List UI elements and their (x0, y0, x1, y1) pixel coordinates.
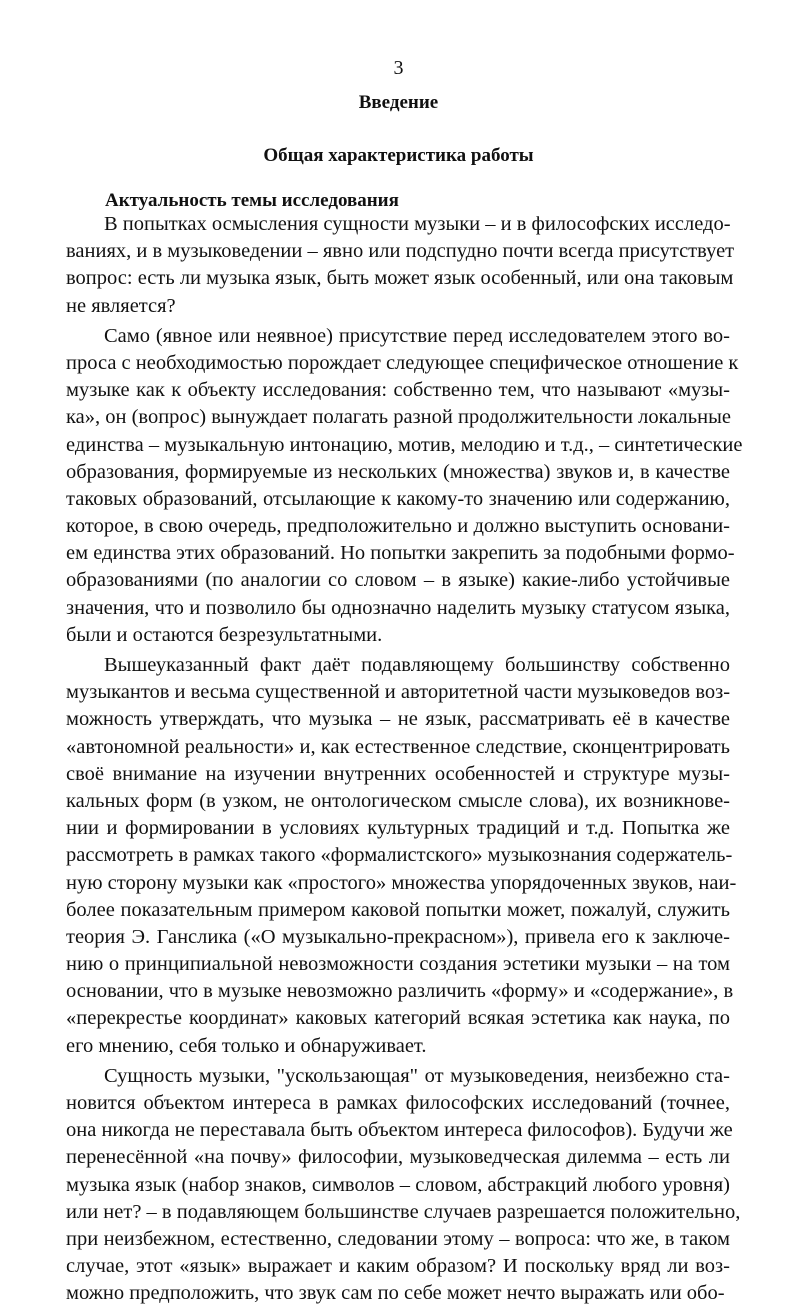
text-line: нии и формировании в условиях культурных традиций и т.д. Попытка же (66, 817, 730, 840)
paragraph (66, 1063, 741, 1308)
text-line: она никогда не переставала быть объектом интереса философов). Будучи же (66, 1119, 733, 1142)
text-line: которое, в свою очередь, предположительно и должно выступить основани- (66, 515, 730, 538)
text-line: Само (явное или неявное) присутствие перед исследователем этого во- (104, 324, 730, 347)
text-line: «автономной реальности» и, как естественное следствие, сконцентрировать (66, 735, 730, 758)
text-line: ка», он (вопрос) вынуждает полагать разной продолжительности локальные (66, 406, 731, 429)
text-line: случае, этот «язык» выражает и каким образом? И поскольку вряд ли воз- (66, 1255, 730, 1278)
intro-title: Введение (358, 92, 439, 113)
text-line: основании, что в музыке невозможно различить «форму» и «содержание», в (66, 980, 734, 1003)
text-line: проса с необходимостью порождает следующее специфическое отношение к (66, 351, 739, 374)
paragraph (66, 211, 735, 320)
text-line: нию о принципиальной невозможности создания эстетики музыки – на том (66, 953, 730, 976)
paragraph (66, 652, 737, 1060)
text-line: более показательным примером каковой попытки может, пожалуй, служить (66, 898, 730, 921)
text-line: ваниях, и в музыковедении – явно или подспудно почти всегда присутствует (66, 240, 735, 263)
text-line: Вышеуказанный факт даёт подавляющему большинству собственно (104, 654, 730, 676)
text-line: таковых образований, отсылающие к какому-то значению или содержанию, (66, 487, 730, 510)
text-line: рассмотреть в рамках такого «формалистского» музыкознания содержатель- (66, 844, 733, 867)
paragraph (66, 323, 743, 649)
text-line: «перекрестье координат» каковых категорий всякая эстетика как наука, по (66, 1007, 730, 1030)
text-line: кальных форм (в узком, не онтологическом смысле слова), их возникнове- (66, 789, 730, 812)
text-line: ем единства этих образований. Но попытки закрепить за подобными формо- (66, 542, 735, 565)
text-line: образованиями (по аналогии со словом – в языке) какие-либо устойчивые (66, 569, 730, 592)
text-line: В попытках осмысления сущности музыки – и в философских исследо- (104, 213, 731, 235)
text-line: или нет? – в подавляющем большинстве случаев разрешается положительно, (66, 1200, 741, 1223)
text-line: его мнению, себя только и обнаруживает. (66, 1034, 427, 1057)
text-line: можность утверждать, что музыка – не язык, рассматривать её в качестве (66, 708, 730, 731)
text-line: своё внимание на изучении внутренних особенностей и структуре музы- (66, 762, 730, 785)
text-line: музыкантов и весьма существенной и авторитетной части музыковедов воз- (66, 681, 731, 704)
text-line: были и остаются безрезультатными. (66, 623, 383, 646)
subheading: Актуальность темы исследования (105, 190, 399, 211)
text-line: ную сторону музыки как «простого» множества упорядоченных звуков, наи- (66, 871, 737, 894)
text-line: значения, что и позволило бы однозначно наделить музыку статусом языка, (66, 596, 730, 619)
text-line: можно предположить, что звук сам по себе может нечто выражать или обо- (66, 1282, 725, 1305)
text-line: музыке как к объекту исследования: собственно тем, что называют «музы- (66, 379, 730, 402)
text-line: не является? (66, 294, 176, 317)
page-number: 3 (393, 57, 404, 79)
text-line: Сущность музыки, "ускользающая" от музыковедения, неизбежно ста- (104, 1064, 730, 1087)
text-line: перенесённой «на почву» философии, музыковедческая дилемма – есть ли (66, 1146, 730, 1169)
text-line: образования, формируемые из нескольких (множества) звуков и, в качестве (66, 460, 730, 483)
text-line: теория Э. Ганслика («О музыкально-прекрасном»), привела его к заключе- (66, 925, 730, 948)
text-line: при неизбежном, естественно, следовании этому – вопроса: что же, в таком (66, 1227, 730, 1250)
text-line: единства – музыкальную интонацию, мотив, мелодию и т.д., – синтетические (66, 433, 743, 456)
body-text (66, 211, 743, 1308)
text-line: музыка язык (набор знаков, символов – словом, абстракций любого уровня) (66, 1173, 730, 1196)
text-line: новится объектом интереса в рамках философских исследований (точнее, (66, 1092, 730, 1114)
section-title: Общая характеристика работы (263, 145, 534, 166)
text-line: вопрос: есть ли музыка язык, быть может язык особенный, или она таковым (66, 267, 734, 290)
